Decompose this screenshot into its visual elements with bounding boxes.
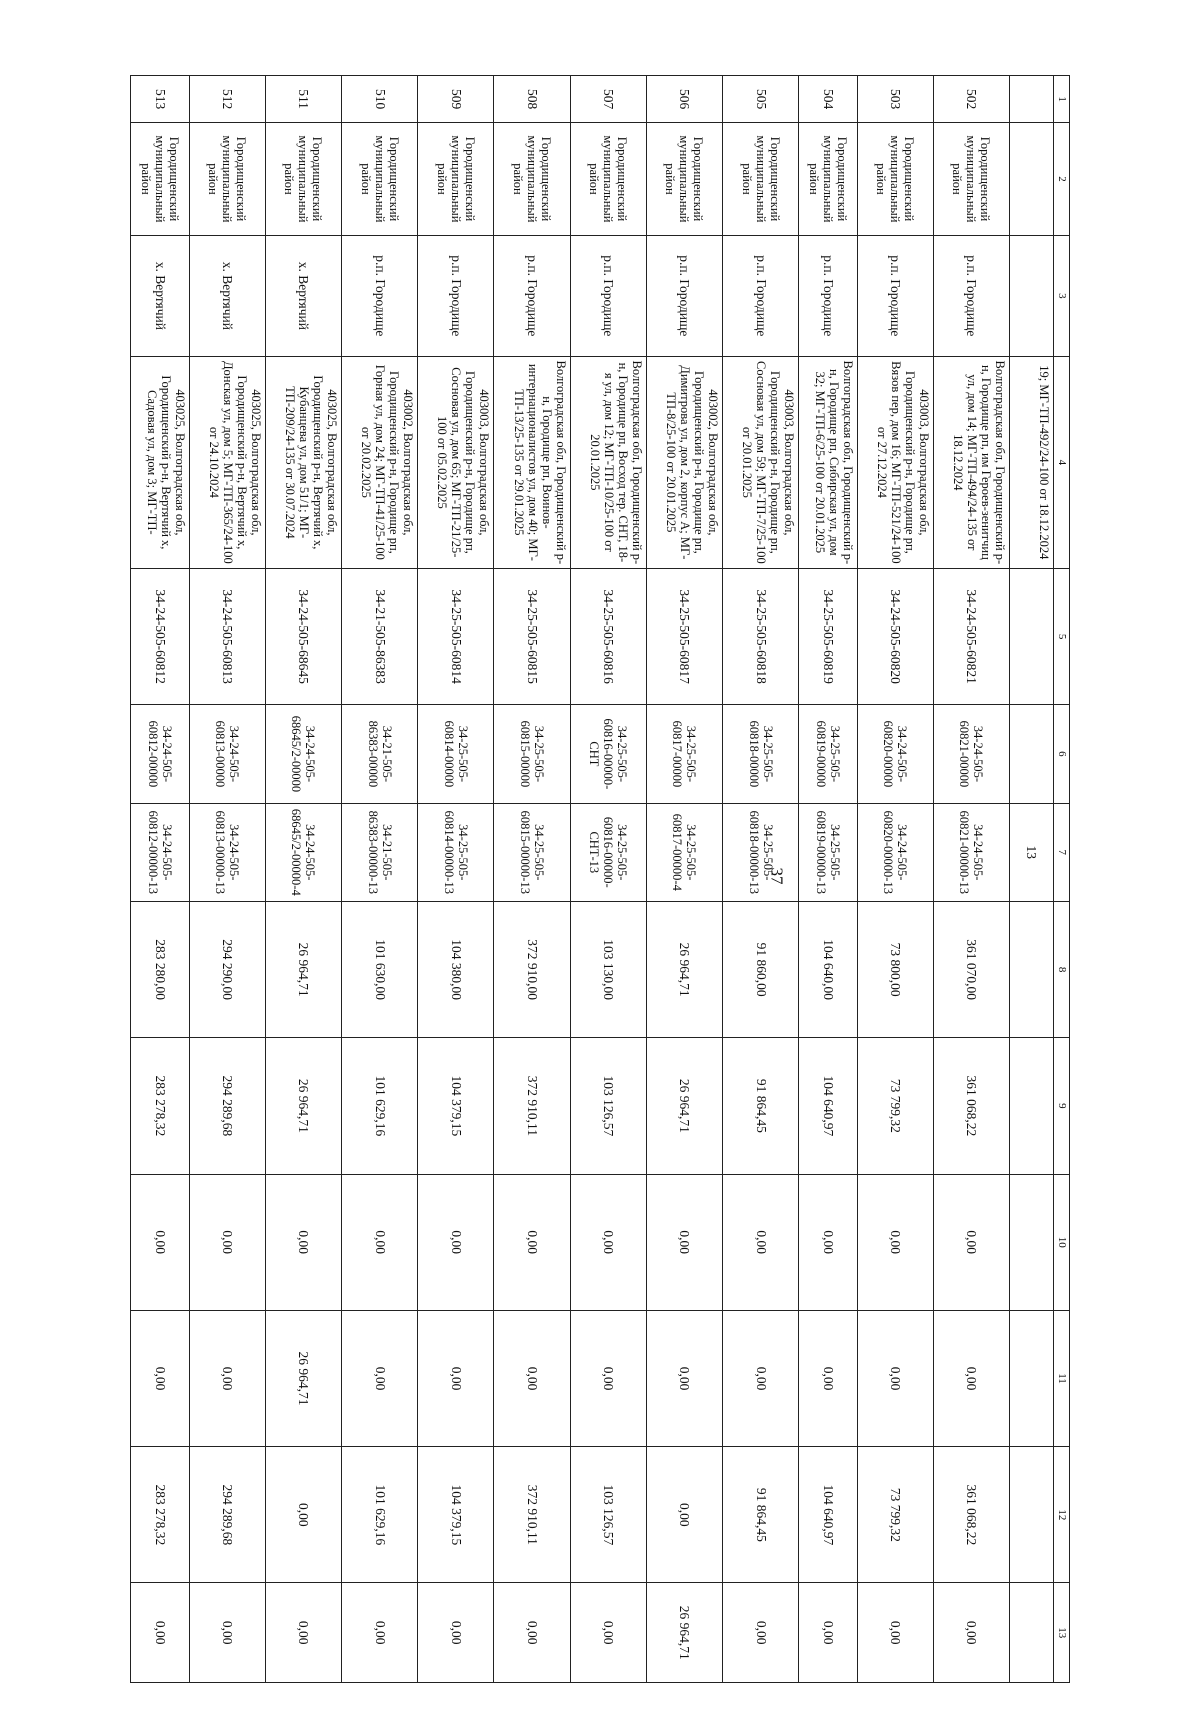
amount-cell: 104 640,97 (799, 1447, 857, 1583)
address-cell: 403025, Волгоградская обл, Городищенский р-н, Вертячий х, Донская ул, дом 5; МГ-ТП-365/24-100 от 24.10.2024 (189, 356, 265, 568)
amount-cell: 0,00 (646, 1447, 722, 1583)
address-cell: 403025, Волгоградская обл, Городищенский р-н, Вертячий х, Садовая ул, дом 3; МГ-ТП- (131, 356, 190, 568)
column-number: 2 (1054, 123, 1070, 236)
amount-cell: 26 964,71 (646, 1038, 722, 1174)
locality-cell: р.п. Городище (418, 235, 494, 356)
amount-cell: 361 068,22 (933, 1447, 1009, 1583)
id-suffix-cell: 34-25-505-60818-00000-13 (723, 803, 799, 901)
locality-cell: р.п. Городище (570, 235, 646, 356)
amount-cell: 0,00 (646, 1310, 722, 1446)
address-cell: 403003, Волгоградская обл, Городищенский р-н, Городище рп, Сосновая ул, дом 59; МГ-ТП-7/25-100 от 20.01.2025 (723, 356, 799, 568)
column-number: 5 (1054, 568, 1070, 704)
continuation-cell (1010, 1174, 1054, 1310)
amount-cell: 0,00 (723, 1583, 799, 1683)
amount-cell: 103 126,57 (570, 1038, 646, 1174)
amount-cell: 104 640,00 (799, 901, 857, 1037)
code-cell: 34-25-505-60818 (723, 568, 799, 704)
continuation-cell (1010, 901, 1054, 1037)
id-cell: 34-25-505-60816-00000-СНТ (570, 705, 646, 803)
table-row (799, 76, 857, 1683)
amount-cell: 104 379,15 (418, 1447, 494, 1583)
code-cell: 34-25-505-60816 (570, 568, 646, 704)
amount-cell: 0,00 (570, 1583, 646, 1683)
amount-cell: 0,00 (341, 1310, 417, 1446)
id-suffix-cell: 34-24-505-60812-00000-13 (131, 803, 190, 901)
district-cell: Городищенский муниципальный район (857, 123, 933, 236)
id-suffix-cell: 34-24-505-60821-00000-13 (933, 803, 1009, 901)
amount-cell: 0,00 (799, 1310, 857, 1446)
column-number: 12 (1054, 1447, 1070, 1583)
district-cell: Городищенский муниципальный район (799, 123, 857, 236)
address-cell: 403003, Волгоградская обл, Городищенский р-н, Городище рп, Сосновая ул, дом 65; МГ-ТП-21/25-100 от 05.02.2025 (418, 356, 494, 568)
amount-cell: 0,00 (723, 1174, 799, 1310)
amount-cell: 26 964,71 (646, 901, 722, 1037)
amount-cell: 0,00 (418, 1583, 494, 1683)
amount-cell: 0,00 (341, 1583, 417, 1683)
address-cell: Волгоградская обл, Городищенский р-н, Городище рп, Восход тер. СНТ, 18-я ул, дом 12; МГ-ТП-10/25-100 от 20.01.2025 (570, 356, 646, 568)
amount-cell: 0,00 (799, 1174, 857, 1310)
page-number: 37 (767, 867, 787, 885)
id-suffix-cell: 34-25-505-60819-00000-13 (799, 803, 857, 901)
id-cell: 34-25-505-60815-00000 (494, 705, 570, 803)
id-suffix-cell: 34-25-505-60815-00000-13 (494, 803, 570, 901)
amount-cell: 294 290,00 (189, 901, 265, 1037)
continuation-address: 19; МГ-ТП-492/24-100 от 18.12.2024 (1010, 356, 1054, 568)
amount-cell: 91 864,45 (723, 1447, 799, 1583)
id-cell: 34-25-505-60819-00000 (799, 705, 857, 803)
row-number: 503 (857, 76, 933, 123)
column-number: 1 (1054, 76, 1070, 123)
row-number: 504 (799, 76, 857, 123)
amount-cell: 104 640,97 (799, 1038, 857, 1174)
registry-table (130, 75, 1070, 1683)
row-number: 502 (933, 76, 1009, 123)
column-number: 7 (1054, 803, 1070, 901)
table-row (418, 76, 494, 1683)
id-suffix-cell: 34-24-505-60813-00000-13 (189, 803, 265, 901)
amount-cell: 103 126,57 (570, 1447, 646, 1583)
amount-cell: 0,00 (131, 1174, 190, 1310)
column-number: 4 (1054, 356, 1070, 568)
id-suffix-cell: 34-21-505-86383-00000-13 (341, 803, 417, 901)
amount-cell: 0,00 (494, 1310, 570, 1446)
amount-cell: 0,00 (799, 1583, 857, 1683)
amount-cell: 0,00 (265, 1447, 341, 1583)
id-cell: 34-24-505-60812-00000 (131, 705, 190, 803)
amount-cell: 372 910,11 (494, 1447, 570, 1583)
column-number-row (1054, 76, 1070, 1683)
amount-cell: 0,00 (646, 1174, 722, 1310)
locality-cell: х. Вертячий (131, 235, 190, 356)
continuation-cell (1010, 705, 1054, 803)
column-number: 11 (1054, 1310, 1070, 1446)
amount-cell: 104 380,00 (418, 901, 494, 1037)
amount-cell: 26 964,71 (265, 901, 341, 1037)
locality-cell: р.п. Городище (723, 235, 799, 356)
row-number: 505 (723, 76, 799, 123)
amount-cell: 0,00 (494, 1174, 570, 1310)
id-cell: 34-25-505-60814-00000 (418, 705, 494, 803)
amount-cell: 101 629,16 (341, 1038, 417, 1174)
amount-cell: 294 289,68 (189, 1447, 265, 1583)
code-cell: 34-24-505-60812 (131, 568, 190, 704)
continuation-col7: 13 (1010, 803, 1054, 901)
amount-cell: 0,00 (857, 1310, 933, 1446)
id-cell: 34-21-505-86383-00000 (341, 705, 417, 803)
id-cell: 34-24-505-60820-00000 (857, 705, 933, 803)
amount-cell: 0,00 (418, 1174, 494, 1310)
table-row (341, 76, 417, 1683)
district-cell: Городищенский муниципальный район (723, 123, 799, 236)
row-number: 508 (494, 76, 570, 123)
amount-cell: 372 910,00 (494, 901, 570, 1037)
code-cell: 34-24-505-60821 (933, 568, 1009, 704)
district-cell: Городищенский муниципальный район (189, 123, 265, 236)
amount-cell: 104 379,15 (418, 1038, 494, 1174)
code-cell: 34-25-505-60815 (494, 568, 570, 704)
amount-cell: 0,00 (933, 1310, 1009, 1446)
address-cell: Волгоградская обл, Городищенский р-н, Городище рп, Сибирская ул, дом 32; МГ-ТП-6/25-100 от 20.01.2025 (799, 356, 857, 568)
continuation-cell (1010, 235, 1054, 356)
table-row (265, 76, 341, 1683)
id-suffix-cell: 34-25-505-60814-00000-13 (418, 803, 494, 901)
district-cell: Городищенский муниципальный район (646, 123, 722, 236)
amount-cell: 0,00 (857, 1174, 933, 1310)
table-body (131, 76, 1070, 1683)
table-row (857, 76, 933, 1683)
continuation-cell (1010, 76, 1054, 123)
id-cell: 34-25-505-60817-00000 (646, 705, 722, 803)
amount-cell: 361 068,22 (933, 1038, 1009, 1174)
row-number: 511 (265, 76, 341, 123)
district-cell: Городищенский муниципальный район (341, 123, 417, 236)
code-cell: 34-25-505-60817 (646, 568, 722, 704)
continuation-cell (1010, 123, 1054, 236)
code-cell: 34-21-505-86383 (341, 568, 417, 704)
column-number: 13 (1054, 1583, 1070, 1683)
amount-cell: 91 860,00 (723, 901, 799, 1037)
registry-table-container (130, 75, 1070, 1683)
amount-cell: 26 964,71 (265, 1038, 341, 1174)
amount-cell: 294 289,68 (189, 1038, 265, 1174)
address-cell: Волгоградская обл, Городищенский р-н, Городище рп, Воинов-интернационалистов ул, дом 40; МГ-ТП-13/25-135 от 29.01.2025 (494, 356, 570, 568)
amount-cell: 91 864,45 (723, 1038, 799, 1174)
locality-cell: р.п. Городище (494, 235, 570, 356)
amount-cell: 0,00 (723, 1310, 799, 1446)
amount-cell: 372 910,11 (494, 1038, 570, 1174)
amount-cell: 283 278,32 (131, 1447, 190, 1583)
amount-cell: 283 278,32 (131, 1038, 190, 1174)
code-cell: 34-24-505-68645 (265, 568, 341, 704)
amount-cell: 283 280,00 (131, 901, 190, 1037)
id-suffix-cell: 34-25-505-60817-00000-4 (646, 803, 722, 901)
address-cell: 403002, Волгоградская обл, Городищенский р-н, Городище рп, Димитрова ул, дом 2, корпус А; МГ-ТП-8/25-100 от 20.01.2025 (646, 356, 722, 568)
code-cell: 34-24-505-60813 (189, 568, 265, 704)
row-number: 507 (570, 76, 646, 123)
amount-cell: 26 964,71 (265, 1310, 341, 1446)
id-cell: 34-24-505-60821-00000 (933, 705, 1009, 803)
row-number: 512 (189, 76, 265, 123)
column-number: 3 (1054, 235, 1070, 356)
amount-cell: 0,00 (189, 1310, 265, 1446)
id-suffix-cell: 34-24-505-68645/2-00000-4 (265, 803, 341, 901)
amount-cell: 0,00 (131, 1583, 190, 1683)
address-cell: 403002, Волгоградская обл, Городищенский р-н, Городище рп, Горная ул, дом 24; МГ-ТП-41/25-100 от 20.02.2025 (341, 356, 417, 568)
address-cell: 403003, Волгоградская обл, Городищенский р-н, Городище рп, Вязов пер, дом 16; МГ-ТП-521/24-100 от 27.12.2024 (857, 356, 933, 568)
id-suffix-cell: 34-24-505-60820-00000-13 (857, 803, 933, 901)
amount-cell: 361 070,00 (933, 901, 1009, 1037)
id-suffix-cell: 34-25-505-60816-00000-СНТ-13 (570, 803, 646, 901)
continuation-cell (1010, 1583, 1054, 1683)
table-row (494, 76, 570, 1683)
amount-cell: 26 964,71 (646, 1583, 722, 1683)
row-number: 509 (418, 76, 494, 123)
column-number: 6 (1054, 705, 1070, 803)
amount-cell: 0,00 (933, 1583, 1009, 1683)
amount-cell: 0,00 (570, 1174, 646, 1310)
amount-cell: 0,00 (189, 1583, 265, 1683)
column-number: 9 (1054, 1038, 1070, 1174)
column-number: 10 (1054, 1174, 1070, 1310)
address-cell: Волгоградская обл, Городищенский р-н, Городище рп, им Героев-зенитчиц ул, дом 14; МГ-ТП-494/24-135 от 18.12.2024 (933, 356, 1009, 568)
amount-cell: 0,00 (131, 1310, 190, 1446)
table-row (646, 76, 722, 1683)
id-cell: 34-24-505-68645/2-00000 (265, 705, 341, 803)
amount-cell: 0,00 (265, 1583, 341, 1683)
amount-cell: 0,00 (341, 1174, 417, 1310)
locality-cell: х. Вертячий (265, 235, 341, 356)
locality-cell: р.п. Городище (799, 235, 857, 356)
district-cell: Городищенский муниципальный район (933, 123, 1009, 236)
continuation-cell (1010, 568, 1054, 704)
district-cell: Городищенский муниципальный район (418, 123, 494, 236)
code-cell: 34-25-505-60819 (799, 568, 857, 704)
continuation-row (1010, 76, 1054, 1683)
amount-cell: 73 800,00 (857, 901, 933, 1037)
column-number: 8 (1054, 901, 1070, 1037)
district-cell: Городищенский муниципальный район (494, 123, 570, 236)
table-row (189, 76, 265, 1683)
row-number: 513 (131, 76, 190, 123)
locality-cell: р.п. Городище (646, 235, 722, 356)
amount-cell: 73 799,32 (857, 1038, 933, 1174)
code-cell: 34-25-505-60814 (418, 568, 494, 704)
district-cell: Городищенский муниципальный район (265, 123, 341, 236)
amount-cell: 73 799,32 (857, 1447, 933, 1583)
amount-cell: 0,00 (570, 1310, 646, 1446)
table-row (131, 76, 190, 1683)
amount-cell: 0,00 (418, 1310, 494, 1446)
row-number: 506 (646, 76, 722, 123)
table-row (723, 76, 799, 1683)
address-cell: 403025, Волгоградская обл, Городищенский р-н, Вертячий х, Кубанцева ул, дом 51/1; МГ-ТП-209/24-135 от 30.07.2024 (265, 356, 341, 568)
id-cell: 34-24-505-60813-00000 (189, 705, 265, 803)
locality-cell: р.п. Городище (857, 235, 933, 356)
table-row (933, 76, 1009, 1683)
table-row (570, 76, 646, 1683)
amount-cell: 101 630,00 (341, 901, 417, 1037)
amount-cell: 0,00 (933, 1174, 1009, 1310)
district-cell: Городищенский муниципальный район (131, 123, 190, 236)
row-number: 510 (341, 76, 417, 123)
locality-cell: х. Вертячий (189, 235, 265, 356)
amount-cell: 101 629,16 (341, 1447, 417, 1583)
locality-cell: р.п. Городище (933, 235, 1009, 356)
continuation-cell (1010, 1447, 1054, 1583)
continuation-cell (1010, 1038, 1054, 1174)
amount-cell: 0,00 (265, 1174, 341, 1310)
locality-cell: р.п. Городище (341, 235, 417, 356)
amount-cell: 103 130,00 (570, 901, 646, 1037)
code-cell: 34-24-505-60820 (857, 568, 933, 704)
district-cell: Городищенский муниципальный район (570, 123, 646, 236)
id-cell: 34-25-505-60818-00000 (723, 705, 799, 803)
amount-cell: 0,00 (857, 1583, 933, 1683)
amount-cell: 0,00 (494, 1583, 570, 1683)
continuation-cell (1010, 1310, 1054, 1446)
amount-cell: 0,00 (189, 1174, 265, 1310)
